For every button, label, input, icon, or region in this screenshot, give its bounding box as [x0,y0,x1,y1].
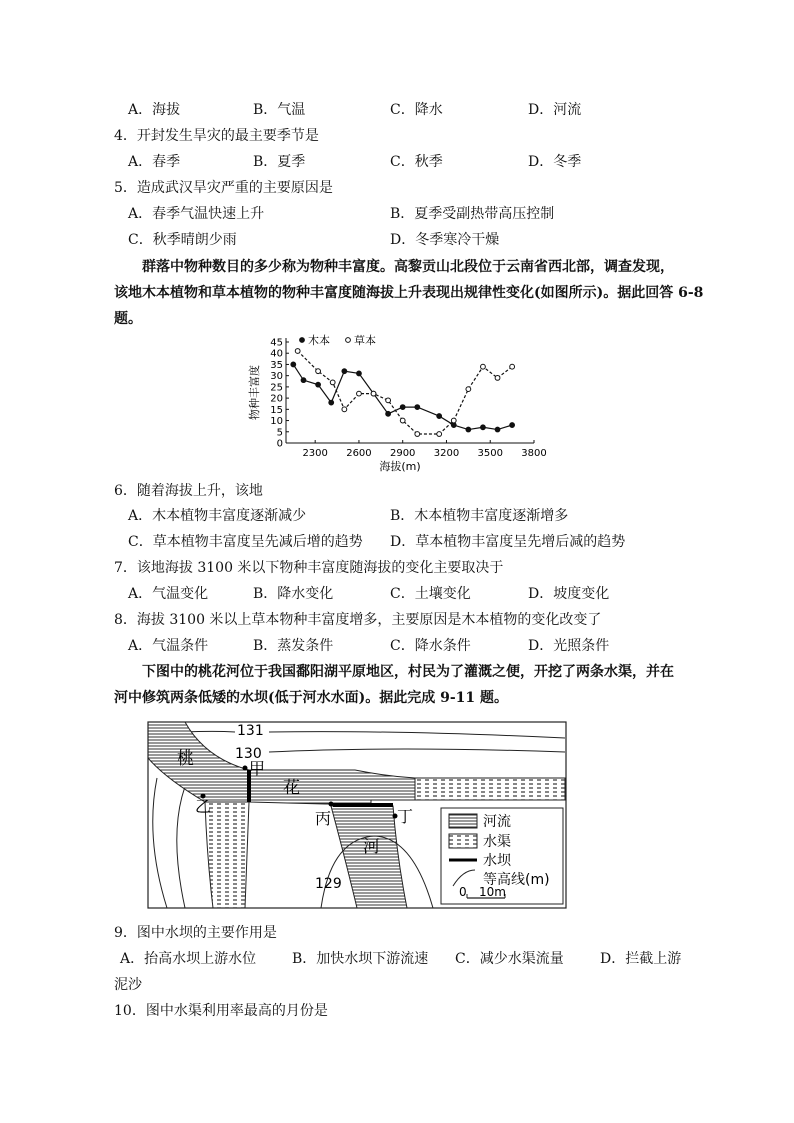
q7-option-d: D．坡度变化 [528,586,610,602]
y-tick-label: 35 [270,359,283,371]
y-tick-label: 5 [276,427,283,439]
legend-marker-0 [300,338,305,343]
q8-option-b: B．蒸发条件 [253,638,334,654]
q9-option-d-wrap: 泥沙 [114,977,142,993]
series-0-point [291,362,296,367]
intro1-line3: 题。 [114,311,142,327]
q8-option-c: C．降水条件 [390,638,471,654]
series-1-point [295,349,300,354]
contour-label-129: 129 [315,876,342,892]
series-0-point [481,425,486,430]
contour-label-131: 131 [237,723,264,739]
series-0-point [329,400,334,405]
x-tick-label: 3500 [477,448,503,459]
legend-canal: 水渠 [483,834,511,850]
y-tick-label: 10 [270,416,283,428]
point-bing: 丙 [315,809,332,828]
y-tick-label: 0 [276,438,283,450]
q4-option-c: C．秋季 [390,154,443,170]
q10-stem: 10．图中水渠利用率最高的月份是 [114,1003,328,1019]
intro2-line2: 河中修筑两条低矮的水坝(低于河水水面)。据此完成 9-11 题。 [114,690,509,706]
legend-dam: 水坝 [483,853,511,869]
q6-option-c: C．草本植物丰富度呈先减后增的趋势 [128,534,363,550]
point-yi: 乙 [195,797,212,816]
river-middle [249,770,415,804]
q3-option-d: D．河流 [528,102,582,118]
legend-contour: 等高线(m) [483,872,550,888]
river-char-tao: 桃 [177,749,194,769]
series-1-point [466,387,471,392]
q8-option-d: D．光照条件 [528,638,610,654]
contour-131-line [148,731,565,738]
intro1-line1: 群落中物种数目的多少称为物种丰富度。高黎贡山北段位于云南省西北部，调查发现， [142,259,674,275]
q4-stem: 4．开封发生旱灾的最主要季节是 [114,128,319,144]
river-upper [148,722,249,802]
y-tick-label: 40 [270,348,283,360]
q3-option-c: C．降水 [390,102,443,118]
series-1-point [437,432,442,437]
x-tick-label: 3800 [521,448,547,459]
q8-stem: 8．海拔 3100 米以上草本物种丰富度增多，主要原因是木本植物的变化改变了 [114,612,602,628]
y-tick-label: 30 [270,371,283,383]
q4-option-a: A．春季 [128,154,181,170]
q6-stem: 6．随着海拔上升，该地 [114,483,263,499]
q5-option-a: A．春季气温快速上升 [128,206,265,222]
river-canal-map [145,718,570,910]
x-tick-label: 2600 [346,448,372,459]
series-0-point [400,405,405,410]
q6-option-a: A．木本植物丰富度逐渐减少 [128,508,307,524]
series-1-point [342,407,347,412]
series-0-point [510,423,515,428]
series-0-point [386,411,391,416]
q6-option-b: B．木本植物丰富度逐渐增多 [390,508,569,524]
q8-option-a: A．气温条件 [128,638,209,654]
q5-option-b: B．夏季受副热带高压控制 [390,206,555,222]
series-0-point [342,369,347,374]
series-1-point [330,380,335,385]
q4-option-b: B．夏季 [253,154,306,170]
river-char-hua: 花 [283,778,300,798]
q5-option-d: D．冬季寒冷干燥 [390,232,500,248]
series-1-point [451,418,456,423]
q9-option-d: D．拦截上游 [600,951,682,967]
series-1-point [481,364,486,369]
q7-option-c: C．土壤变化 [390,586,471,602]
q7-option-b: B．降水变化 [253,586,334,602]
y-tick-label: 45 [270,337,283,349]
legend-label-1: 草本 [354,334,376,347]
intro2-line1: 下图中的桃花河位于我国鄱阳湖平原地区，村民为了灌溉之便，开挖了两条水渠，并在 [142,664,674,680]
intro1-line2: 该地木本植物和草本植物的物种丰富度随海拔上升表现出规律性变化(如图所示)。据此回答 6-8 [114,285,704,301]
series-1-point [495,376,500,381]
y-tick-label: 15 [270,404,283,416]
canal-southwest [205,802,249,908]
scale-zero: 0 [459,885,467,899]
legend-river: 河流 [483,814,511,830]
q9-option-a: A．抬高水坝上游水位 [120,951,257,967]
q3-option-b: B．气温 [253,102,306,118]
canal-east [415,778,565,800]
series-1-point [357,391,362,396]
series-0-point [415,405,420,410]
x-tick-label: 2300 [302,448,328,459]
x-tick-label: 3200 [433,448,460,459]
y-tick-label: 20 [270,393,283,405]
legend-label-0: 木本 [308,334,330,347]
point-ding: 丁 [397,807,414,826]
q9-option-b: B．加快水坝下游流速 [292,951,429,967]
series-0-point [466,427,471,432]
series-1-point [415,432,420,437]
x-axis-label: 海拔(m) [379,460,421,473]
species-richness-chart [244,330,547,475]
series-0-point [301,378,306,383]
series-1-point [386,398,391,403]
q5-stem: 5．造成武汉旱灾严重的主要原因是 [114,180,333,196]
y-tick-label: 25 [270,382,283,394]
q9-stem: 9．图中水坝的主要作用是 [114,925,277,941]
contour-label-130: 130 [235,746,262,762]
q5-option-c: C．秋季晴朗少雨 [128,232,237,248]
series-1-point [510,364,515,369]
series-1-point [400,418,405,423]
q3-option-a: A．海拔 [128,102,181,118]
y-axis-label: 物种丰富度 [248,365,261,420]
river-lower [331,806,407,908]
series-1-point [371,391,376,396]
q7-option-a: A．气温变化 [128,586,209,602]
series-0-point [495,427,500,432]
series-0-point [316,382,321,387]
x-tick-label: 2900 [389,448,416,459]
q7-stem: 7．该地海拔 3100 米以下物种丰富度随海拔的变化主要取决于 [114,560,504,576]
series-1-point [316,369,321,374]
series-0-point [437,414,442,419]
scale-length: 10m [479,885,506,899]
q4-option-d: D．冬季 [528,154,582,170]
river-char-he: 河 [363,837,380,857]
point-jia: 甲 [249,759,266,778]
series-0-point [357,371,362,376]
legend-marker-1 [346,338,351,343]
q9-option-c: C．减少水渠流量 [455,951,564,967]
q6-option-d: D．草本植物丰富度呈先增后减的趋势 [390,534,626,550]
